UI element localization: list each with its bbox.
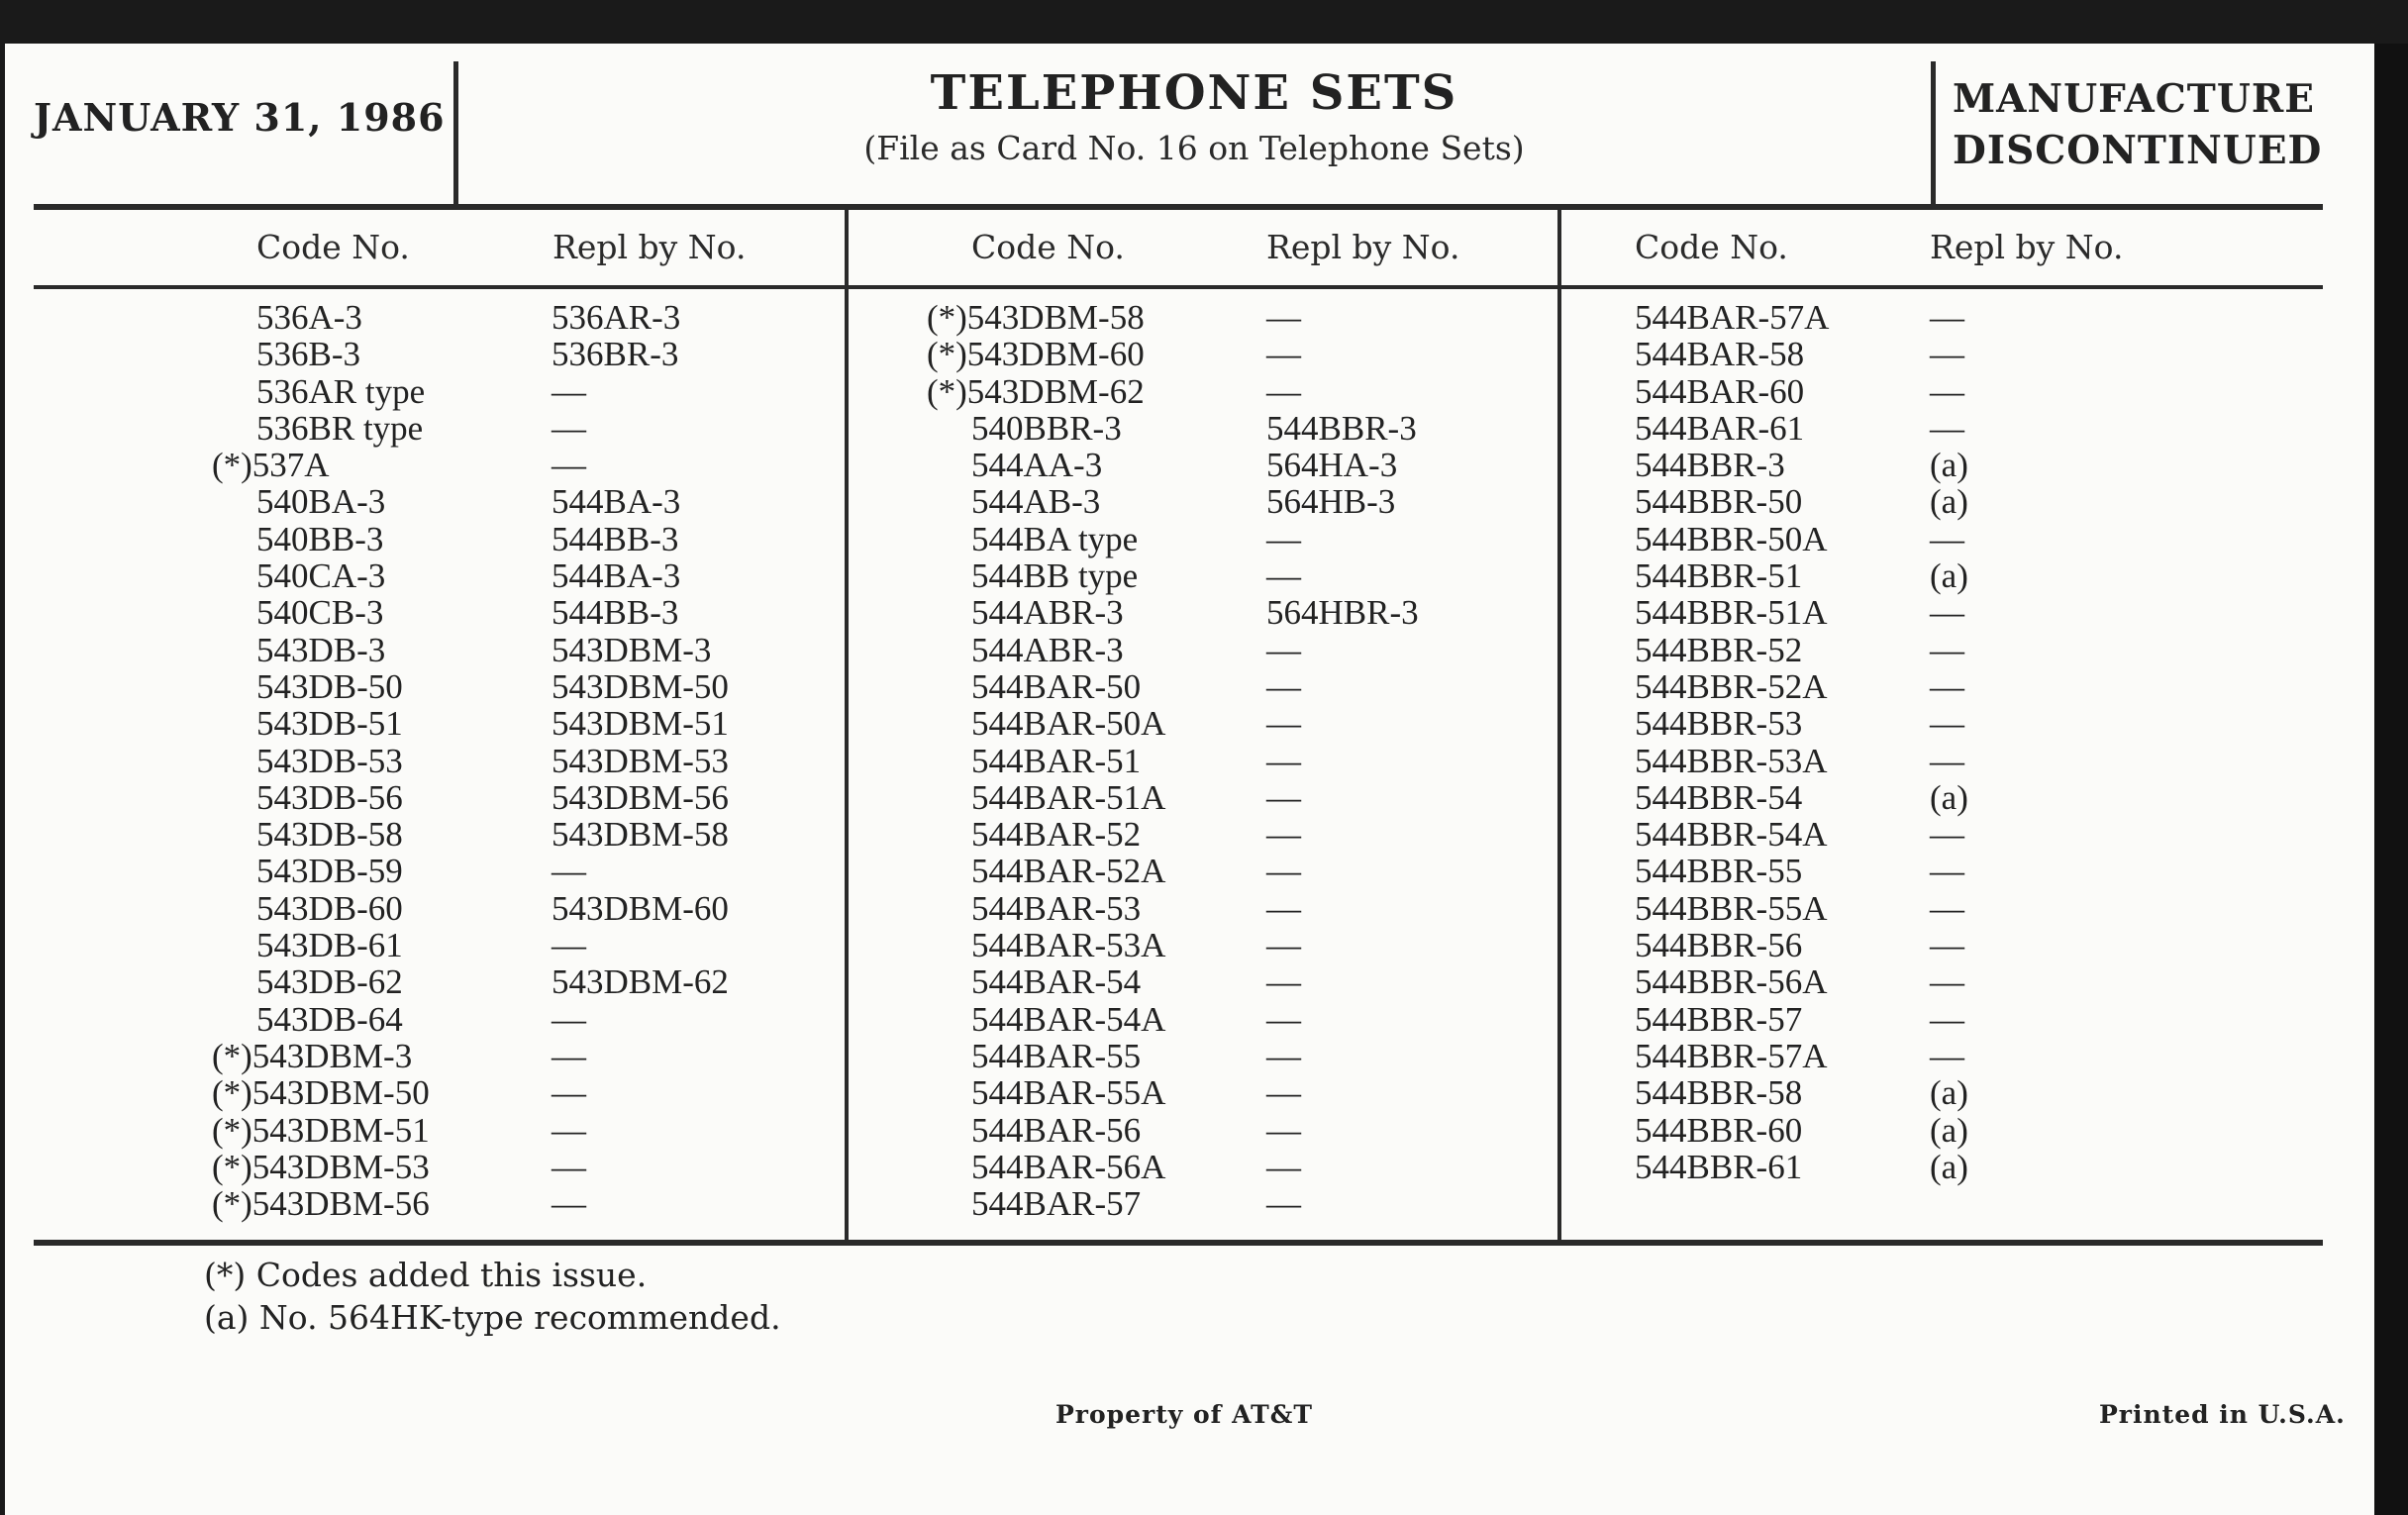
column-header-repl-1: Repl by No. xyxy=(552,228,747,266)
table-row xyxy=(212,410,826,447)
table-row xyxy=(927,890,1541,927)
status-line-1: MANUFACTURE xyxy=(1953,76,2315,122)
column-header-code-3: Code No. xyxy=(1635,228,1788,266)
code-number: 544ABR-3 xyxy=(971,630,1124,669)
replacement-number: 543DBM-62 xyxy=(552,962,729,1002)
table-row xyxy=(1590,410,2204,447)
table-row xyxy=(927,336,1541,372)
replacement-number: — xyxy=(1266,815,1301,855)
replacement-number: — xyxy=(1930,888,1964,928)
table-row xyxy=(1590,963,2204,1000)
code-number: 544BBR-57 xyxy=(1635,999,1803,1039)
replacement-number: — xyxy=(1930,371,1964,411)
code-number: (*)543DBM-56 xyxy=(212,1184,430,1224)
code-number: 544BBR-56A xyxy=(1635,962,1828,1002)
footnote-recommended: (a) No. 564HK-type recommended. xyxy=(204,1298,781,1337)
table-column-2 xyxy=(927,299,1541,1222)
replacement-number: — xyxy=(1266,926,1301,965)
code-number: 543DB-61 xyxy=(256,926,403,965)
footer-printed: Printed in U.S.A. xyxy=(2099,1400,2346,1429)
replacement-number: 543DBM-51 xyxy=(552,704,729,744)
code-number: 544BAR-54A xyxy=(971,999,1166,1039)
code-number: 543DB-51 xyxy=(256,704,403,744)
code-number: 544BBR-53A xyxy=(1635,741,1828,780)
code-number: 544BB type xyxy=(971,556,1139,596)
replacement-number: — xyxy=(1930,999,1964,1039)
table-row xyxy=(212,890,826,927)
replacement-number: — xyxy=(552,852,586,891)
replacement-number: 543DBM-60 xyxy=(552,888,729,928)
code-number: (*)543DBM-3 xyxy=(212,1036,413,1075)
table-row xyxy=(212,521,826,557)
column-header-rule xyxy=(34,285,2323,289)
replacement-number: — xyxy=(1930,593,1964,633)
code-number: 543DB-59 xyxy=(256,852,403,891)
code-number: 540CA-3 xyxy=(256,556,386,596)
replacement-number: — xyxy=(1266,852,1301,891)
table-row xyxy=(212,927,826,963)
code-number: 540BBR-3 xyxy=(971,408,1122,448)
code-number: 544BAR-55 xyxy=(971,1036,1142,1075)
replacement-number: — xyxy=(552,408,586,448)
replacement-number: — xyxy=(1266,741,1301,780)
replacement-number: (a) xyxy=(1930,482,1968,522)
code-number: 544BAR-52A xyxy=(971,852,1166,891)
replacement-number: — xyxy=(552,926,586,965)
table-row xyxy=(927,743,1541,779)
column-header-repl-3: Repl by No. xyxy=(1930,228,2124,266)
column-header-repl-2: Repl by No. xyxy=(1266,228,1460,266)
code-number: 544BA type xyxy=(971,519,1139,558)
code-number: 544BAR-53 xyxy=(971,888,1142,928)
replacement-number: — xyxy=(1266,519,1301,558)
code-number: 540BB-3 xyxy=(256,519,384,558)
table-row xyxy=(212,1149,826,1185)
code-number: 544BBR-56 xyxy=(1635,926,1803,965)
table-row xyxy=(1590,816,2204,853)
table-row xyxy=(1590,594,2204,631)
replacement-number: (a) xyxy=(1930,777,1968,817)
replacement-number: — xyxy=(1266,298,1301,337)
code-number: 543DB-60 xyxy=(256,888,403,928)
code-number: (*)543DBM-50 xyxy=(212,1073,430,1113)
table-row xyxy=(212,963,826,1000)
scan-edge xyxy=(2374,44,2408,1515)
replacement-number: — xyxy=(1266,666,1301,706)
code-number: (*)543DBM-53 xyxy=(212,1147,430,1186)
code-number: 544BAR-50 xyxy=(971,666,1142,706)
table-row xyxy=(927,447,1541,483)
code-number: 544BAR-52 xyxy=(971,815,1142,855)
replacement-number: — xyxy=(1266,777,1301,817)
table-row xyxy=(212,705,826,742)
code-number: 544BAR-53A xyxy=(971,926,1166,965)
code-number: 540BA-3 xyxy=(256,482,386,522)
replacement-number: — xyxy=(1930,815,1964,855)
replacement-number: — xyxy=(1930,962,1964,1002)
table-row xyxy=(212,557,826,594)
table-row xyxy=(1590,299,2204,336)
code-number: 544BAR-51A xyxy=(971,777,1166,817)
replacement-number: 544BA-3 xyxy=(552,556,681,596)
replacement-number: 544BBR-3 xyxy=(1266,408,1417,448)
replacement-number: — xyxy=(1930,335,1964,374)
table-row xyxy=(212,1074,826,1111)
code-number: 536BR type xyxy=(256,408,424,448)
replacement-number: — xyxy=(1266,630,1301,669)
code-number: 544BBR-50 xyxy=(1635,482,1803,522)
table-row xyxy=(927,668,1541,705)
table-row xyxy=(927,594,1541,631)
replacement-number: — xyxy=(1266,556,1301,596)
table-row xyxy=(927,927,1541,963)
table-row xyxy=(1590,447,2204,483)
table-row xyxy=(1590,853,2204,889)
table-row xyxy=(927,1038,1541,1074)
table-row xyxy=(927,521,1541,557)
table-row xyxy=(1590,1149,2204,1185)
replacement-number: 543DBM-58 xyxy=(552,815,729,855)
table-row xyxy=(1590,779,2204,816)
table-row xyxy=(212,594,826,631)
status-label xyxy=(1953,73,2322,176)
code-number: 536A-3 xyxy=(256,298,362,337)
table-row xyxy=(927,1001,1541,1038)
replacement-number: — xyxy=(1930,741,1964,780)
code-number: 544BBR-55A xyxy=(1635,888,1828,928)
code-number: 544BBR-60 xyxy=(1635,1110,1803,1150)
table-row xyxy=(1590,336,2204,372)
footnote-added: (*) Codes added this issue. xyxy=(204,1256,648,1294)
replacement-number: — xyxy=(552,1184,586,1224)
replacement-number: — xyxy=(1266,335,1301,374)
replacement-number: 543DBM-53 xyxy=(552,741,729,780)
table-row xyxy=(212,1038,826,1074)
status-line-2: DISCONTINUED xyxy=(1953,128,2323,173)
replacement-number: — xyxy=(1266,999,1301,1039)
code-number: 544BAR-61 xyxy=(1635,408,1805,448)
code-number: 544BBR-54 xyxy=(1635,777,1803,817)
replacement-number: (a) xyxy=(1930,1110,1968,1150)
code-number: 543DB-62 xyxy=(256,962,403,1002)
code-number: 543DB-50 xyxy=(256,666,403,706)
table-column-1 xyxy=(212,299,826,1222)
replacement-number: (a) xyxy=(1930,556,1968,596)
replacement-number: — xyxy=(1930,926,1964,965)
replacement-number: — xyxy=(1266,1110,1301,1150)
code-number: 544BAR-57 xyxy=(971,1184,1142,1224)
table-row xyxy=(1590,668,2204,705)
table-row xyxy=(212,483,826,520)
table-column-3 xyxy=(1590,299,2204,1185)
footer-property: Property of AT&T xyxy=(1055,1400,1313,1429)
code-number: 544ABR-3 xyxy=(971,593,1124,633)
code-number: 544BAR-54 xyxy=(971,962,1142,1002)
replacement-number: — xyxy=(552,446,586,485)
code-number: 544BBR-51 xyxy=(1635,556,1803,596)
code-number: 544BBR-58 xyxy=(1635,1073,1803,1113)
table-row xyxy=(927,816,1541,853)
code-number: 544BBR-53 xyxy=(1635,704,1803,744)
replacement-number: — xyxy=(1930,852,1964,891)
replacement-number: — xyxy=(552,999,586,1039)
code-number: (*)543DBM-51 xyxy=(212,1110,430,1150)
replacement-number: 536AR-3 xyxy=(552,298,681,337)
table-row xyxy=(927,557,1541,594)
replacement-number: — xyxy=(552,1073,586,1113)
column-header-code-1: Code No. xyxy=(256,228,410,266)
table-row xyxy=(927,299,1541,336)
replacement-number: 543DBM-3 xyxy=(552,630,712,669)
header-divider-left xyxy=(453,61,458,206)
replacement-number: — xyxy=(1266,1036,1301,1075)
table-row xyxy=(927,963,1541,1000)
code-number: 544BAR-57A xyxy=(1635,298,1830,337)
table-row xyxy=(927,853,1541,889)
header-divider-right xyxy=(1931,61,1936,206)
code-number: 536B-3 xyxy=(256,335,360,374)
table-row xyxy=(927,483,1541,520)
table-row xyxy=(1590,890,2204,927)
page-subtitle: (File as Card No. 16 on Telephone Sets) xyxy=(863,129,1525,167)
replacement-number: — xyxy=(1266,1147,1301,1186)
table-row xyxy=(212,779,826,816)
code-number: 544BAR-60 xyxy=(1635,371,1805,411)
table-row xyxy=(927,779,1541,816)
replacement-number: 564HBR-3 xyxy=(1266,593,1419,633)
table-row xyxy=(1590,705,2204,742)
replacement-number: — xyxy=(1266,962,1301,1002)
table-row xyxy=(212,336,826,372)
code-number: (*)543DBM-62 xyxy=(927,371,1145,411)
code-number: 544BBR-61 xyxy=(1635,1147,1803,1186)
table-row xyxy=(1590,927,2204,963)
replacement-number: — xyxy=(1266,1073,1301,1113)
table-row xyxy=(212,299,826,336)
code-number: 544BAR-58 xyxy=(1635,335,1805,374)
replacement-number: 543DBM-56 xyxy=(552,777,729,817)
table-row xyxy=(1590,483,2204,520)
table-row xyxy=(927,632,1541,668)
replacement-number: (a) xyxy=(1930,1147,1968,1186)
table-row xyxy=(927,1074,1541,1111)
replacement-number: — xyxy=(552,371,586,411)
replacement-number: — xyxy=(1930,298,1964,337)
replacement-number: 544BA-3 xyxy=(552,482,681,522)
table-row xyxy=(1590,1074,2204,1111)
column-divider-2 xyxy=(1557,208,1561,1242)
code-number: 543DB-53 xyxy=(256,741,403,780)
code-number: 544BBR-51A xyxy=(1635,593,1828,633)
code-number: 544BBR-50A xyxy=(1635,519,1828,558)
column-divider-1 xyxy=(845,208,849,1242)
table-row xyxy=(212,853,826,889)
table-row xyxy=(212,373,826,410)
table-row xyxy=(212,1001,826,1038)
code-number: 543DB-3 xyxy=(256,630,386,669)
table-row xyxy=(212,1112,826,1149)
table-row xyxy=(212,668,826,705)
table-top-rule xyxy=(34,204,2323,210)
replacement-number: — xyxy=(1930,408,1964,448)
replacement-number: — xyxy=(1266,704,1301,744)
table-row xyxy=(927,410,1541,447)
replacement-number: 564HA-3 xyxy=(1266,446,1398,485)
code-number: 543DB-56 xyxy=(256,777,403,817)
code-number: 544BAR-55A xyxy=(971,1073,1166,1113)
code-number: 544BBR-54A xyxy=(1635,815,1828,855)
replacement-number: — xyxy=(1930,519,1964,558)
code-number: 540CB-3 xyxy=(256,593,384,633)
replacement-number: — xyxy=(1930,666,1964,706)
replacement-number: 544BB-3 xyxy=(552,519,679,558)
code-number: 543DB-58 xyxy=(256,815,403,855)
table-row xyxy=(212,447,826,483)
replacement-number: — xyxy=(1266,371,1301,411)
table-row xyxy=(1590,557,2204,594)
replacement-number: 544BB-3 xyxy=(552,593,679,633)
table-row xyxy=(1590,743,2204,779)
table-row xyxy=(927,1149,1541,1185)
table-row xyxy=(1590,1038,2204,1074)
code-number: 544BBR-3 xyxy=(1635,446,1785,485)
column-header-code-2: Code No. xyxy=(971,228,1125,266)
code-number: 544BAR-56 xyxy=(971,1110,1142,1150)
table-bottom-rule xyxy=(34,1240,2323,1246)
table-row xyxy=(212,816,826,853)
code-number: (*)543DBM-60 xyxy=(927,335,1145,374)
code-number: 544BAR-50A xyxy=(971,704,1166,744)
replacement-number: 536BR-3 xyxy=(552,335,679,374)
code-number: (*)537A xyxy=(212,446,330,485)
code-number: 544BBR-57A xyxy=(1635,1036,1828,1075)
table-row xyxy=(927,1185,1541,1222)
table-row xyxy=(1590,1001,2204,1038)
code-number: 544AB-3 xyxy=(971,482,1101,522)
code-number: 544BBR-52 xyxy=(1635,630,1803,669)
replacement-number: — xyxy=(1266,1184,1301,1224)
replacement-number: — xyxy=(552,1110,586,1150)
code-number: 544BAR-51 xyxy=(971,741,1142,780)
page-title: TELEPHONE SETS xyxy=(930,65,1458,121)
replacement-number: — xyxy=(1930,630,1964,669)
table-row xyxy=(1590,521,2204,557)
code-number: 544BAR-56A xyxy=(971,1147,1166,1186)
replacement-number: — xyxy=(552,1036,586,1075)
issue-date: JANUARY 31, 1986 xyxy=(34,95,446,140)
replacement-number: 543DBM-50 xyxy=(552,666,729,706)
table-row xyxy=(927,705,1541,742)
code-number: 544BBR-55 xyxy=(1635,852,1803,891)
code-number: 536AR type xyxy=(256,371,426,411)
replacement-number: — xyxy=(1930,704,1964,744)
table-row xyxy=(927,373,1541,410)
replacement-number: 564HB-3 xyxy=(1266,482,1396,522)
replacement-number: (a) xyxy=(1930,446,1968,485)
table-row xyxy=(1590,1112,2204,1149)
table-row xyxy=(1590,373,2204,410)
table-row xyxy=(212,1185,826,1222)
replacement-number: — xyxy=(552,1147,586,1186)
table-row xyxy=(927,1112,1541,1149)
code-number: 543DB-64 xyxy=(256,999,403,1039)
replacement-number: (a) xyxy=(1930,1073,1968,1113)
table-row xyxy=(1590,632,2204,668)
code-number: 544BBR-52A xyxy=(1635,666,1828,706)
code-number: 544AA-3 xyxy=(971,446,1103,485)
replacement-number: — xyxy=(1930,1036,1964,1075)
table-row xyxy=(212,632,826,668)
table-row xyxy=(212,743,826,779)
replacement-number: — xyxy=(1266,888,1301,928)
code-number: (*)543DBM-58 xyxy=(927,298,1145,337)
